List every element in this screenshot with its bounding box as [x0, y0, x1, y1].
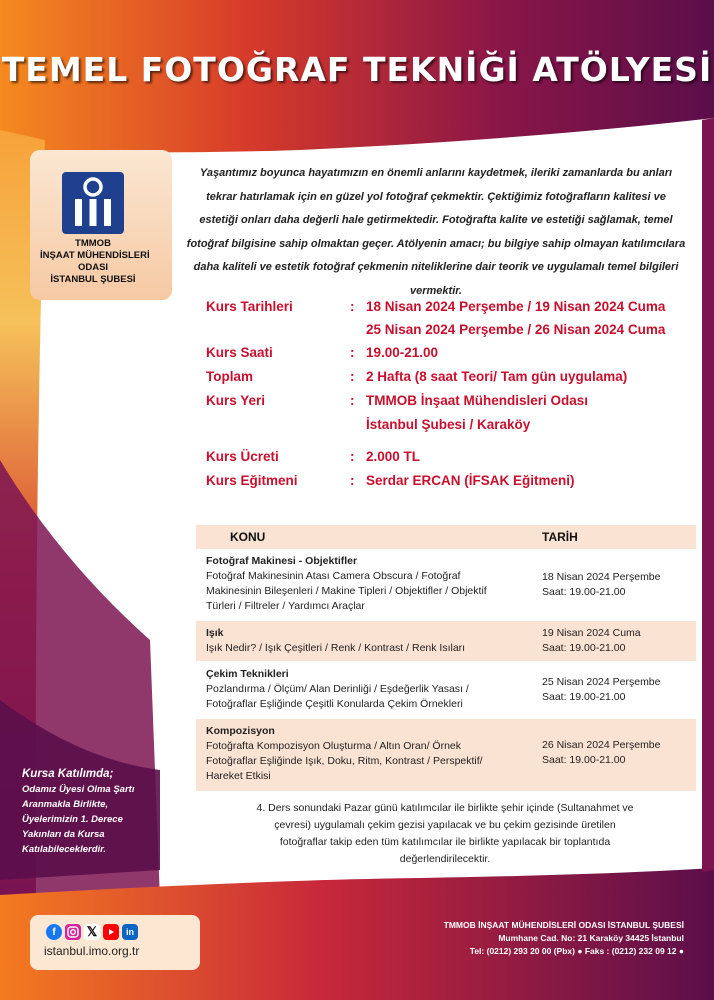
- session-date: 25 Nisan 2024 Perşembe: [542, 676, 661, 688]
- facebook-icon[interactable]: f: [46, 924, 62, 940]
- table-row: [196, 719, 696, 791]
- dates-label: Kurs Tarihleri: [206, 299, 293, 314]
- place-label: Kurs Yeri: [206, 393, 266, 408]
- colon: :: [350, 473, 355, 488]
- topic-title: Işık: [206, 627, 224, 639]
- youtube-icon[interactable]: [103, 924, 119, 940]
- session-time: Saat: 19.00-21.00: [542, 691, 626, 703]
- column-header-date: TARİH: [542, 530, 578, 544]
- linkedin-icon[interactable]: in: [122, 924, 138, 940]
- topic-desc: Işık Nedir? / Işık Çeşitleri / Renk / Kontrast / Renk Isıları: [206, 642, 466, 654]
- fee-label: Kurs Ücreti: [206, 449, 279, 464]
- schedule-table: [196, 525, 696, 791]
- participation-note: [22, 767, 152, 857]
- topic-title: Çekim Teknikleri: [206, 668, 289, 680]
- session-time: Saat: 19.00-21.00: [542, 754, 626, 766]
- total-label: Toplam: [206, 369, 253, 384]
- page-title: TEMEL FOTOĞRAF TEKNİĞİ ATÖLYESİ: [1, 50, 713, 89]
- org-line: ODASI: [77, 262, 109, 273]
- colon: :: [350, 369, 355, 384]
- participation-line: Odamız Üyesi Olma Şartı: [22, 784, 135, 795]
- topic-desc: Fotoğrafta Kompozisyon Oluşturma / Altın Oran/ Örnek Fotoğraflar Eşliğinde Işık, Doku, Ritm, Kontrast / Perspektif/ Hareket Etkisi: [206, 740, 483, 782]
- footer-contact: [444, 919, 684, 958]
- session-time: Saat: 19.00-21.00: [542, 586, 626, 598]
- time-label: Kurs Saati: [206, 345, 273, 360]
- session-date: 19 Nisan 2024 Cuma: [542, 627, 641, 639]
- imo-logo-icon: [62, 172, 124, 234]
- topic-title: Fotoğraf Makinesi - Objektifler: [206, 555, 358, 567]
- org-line: İNŞAAT MÜHENDİSLERİ: [40, 250, 150, 261]
- org-line: TMMOB: [75, 238, 111, 249]
- footer-org: TMMOB İNŞAAT MÜHENDİSLERİ ODASI İSTANBUL ŞUBESİ: [443, 920, 684, 930]
- footer-phone: Tel: (0212) 293 20 00 (Pbx) ● Faks : (0212) 232 09 12 ●: [469, 946, 684, 956]
- intro-paragraph: Yaşantımız boyunca hayatımızın en önemli anlarını kaydetmek, ileriki zamanlarda bu anları tekrar hatırlamak için en güzel yol fotoğraf çekmektir. Çektiğimiz fotoğrafların kalitesi ve estetiği onları daha değerli hale getirmektedir. Fotoğrafta kalite ve estetiği sağlamak, temel fotoğraf bilgisine sahip olmaktan geçer. Atölyenin amacı; bu bilgiye sahip olmayan katılımcılara daha kaliteli ve estetik fotoğraf çekmenin niteliklerine dair teorik ve uygulamalı temel bilgileri vermektir.: [186, 167, 686, 297]
- website-link[interactable]: istanbul.imo.org.tr: [44, 944, 140, 958]
- topic-desc: Fotoğraf Makinesinin Atası Camera Obscura / Fotoğraf Makinesinin Bileşenleri / Makine Tipleri / Objektifler / Objektif Türleri / Filtreler / Yardımcı Araçlar: [206, 570, 487, 612]
- column-header-topic: KONU: [230, 530, 266, 544]
- course-info: [206, 295, 696, 493]
- instagram-icon[interactable]: [65, 924, 81, 940]
- colon: :: [350, 299, 355, 314]
- total-value: 2 Hafta (8 saat Teori/ Tam gün uygulama): [366, 369, 628, 384]
- footer-address: Mumhane Cad. No: 21 Karaköy 34425 İstanbul: [498, 933, 684, 943]
- trainer-label: Kurs Eğitmeni: [206, 473, 298, 488]
- dates-value: 18 Nisan 2024 Perşembe / 19 Nisan 2024 Cuma: [366, 299, 666, 314]
- dates-value-2: 25 Nisan 2024 Perşembe / 26 Nisan 2024 Cuma: [366, 322, 666, 337]
- topic-title: Kompozisyon: [206, 725, 275, 737]
- organization-name: [40, 238, 150, 286]
- org-line: İSTANBUL ŞUBESİ: [50, 274, 136, 285]
- session-date: 18 Nisan 2024 Perşembe: [542, 571, 661, 583]
- x-icon[interactable]: 𝕏: [84, 924, 100, 940]
- place-value-2: İstanbul Şubesi / Karaköy: [366, 417, 531, 432]
- colon: :: [350, 345, 355, 360]
- table-row: [196, 661, 696, 719]
- table-row: [196, 621, 696, 661]
- table-row: [196, 549, 696, 621]
- participation-line: Aranmakla Birlikte,: [22, 799, 109, 810]
- table-header: [196, 525, 696, 549]
- colon: :: [350, 449, 355, 464]
- session-date: 26 Nisan 2024 Perşembe: [542, 739, 661, 751]
- participation-title: Kursa Katılımda;: [22, 768, 114, 780]
- place-value: TMMOB İnşaat Mühendisleri Odası: [366, 393, 589, 408]
- colon: :: [350, 393, 355, 408]
- time-value: 19.00-21.00: [366, 345, 439, 360]
- session-time: Saat: 19.00-21.00: [542, 642, 626, 654]
- participation-line: Üyelerimizin 1. Derece: [22, 814, 123, 825]
- participation-line: Katılabileceklerdir.: [22, 844, 106, 855]
- field-trip-note: 4. Ders sonundaki Pazar günü katılımcılar ile birlikte şehir içinde (Sultanahmet ve çevresi) uygulamalı çekim gezisi yapılacak ve bu çekim gezisinde üretilen fotoğraflar takip eden tüm katılımcılar ile birlikte yapılacak bir toplantıda değerlendirilecektir.: [256, 802, 634, 865]
- social-links: [46, 924, 138, 940]
- fee-value: 2.000 TL: [366, 449, 421, 464]
- participation-line: Yakınları da Kursa: [22, 829, 105, 840]
- trainer-value: Serdar ERCAN (İFSAK Eğitmeni): [366, 473, 575, 488]
- topic-desc: Pozlandırma / Ölçüm/ Alan Derinliği / Eşdeğerlik Yasası / Fotoğraflar Eşliğinde Çeşitli Konularda Çekim Örnekleri: [206, 683, 469, 710]
